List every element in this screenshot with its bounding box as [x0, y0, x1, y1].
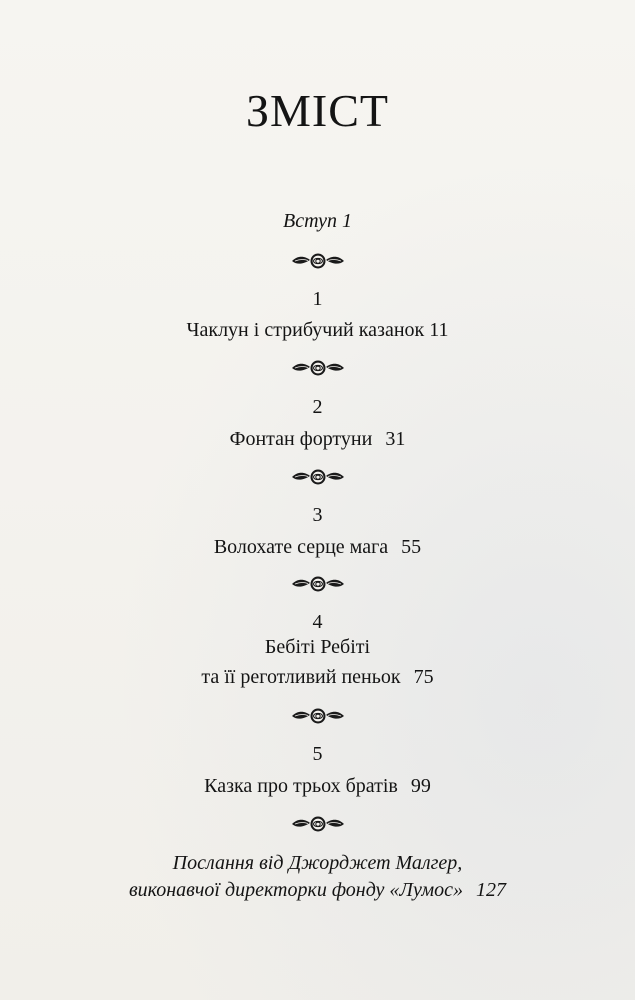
chapter-4-number: 4: [312, 611, 323, 633]
chapter-3-number: 3: [312, 504, 323, 526]
afterword-page: 127: [476, 879, 506, 901]
floral-ornament-icon: [291, 707, 345, 725]
afterword-entry: [0, 880, 635, 900]
chapter-5-entry: [0, 776, 635, 796]
chapter-2-entry: [0, 429, 635, 449]
chapter-4-page: 75: [413, 666, 434, 688]
afterword-line1: Послання від Джорджет Малгер,: [172, 852, 463, 874]
chapter-5-number: 5: [312, 743, 323, 765]
floral-ornament-icon: [291, 359, 345, 377]
floral-ornament-icon: [291, 575, 345, 593]
chapter-2-page: 31: [385, 428, 406, 450]
floral-ornament-icon: [291, 252, 345, 270]
chapter-1-title: Чаклун і стрибучий казанок: [186, 319, 425, 341]
chapter-1-number: 1: [312, 288, 323, 310]
chapter-3-entry: [0, 537, 635, 557]
chapter-1-page: 11: [429, 319, 449, 341]
page-title: ЗМІСТ: [245, 85, 390, 136]
chapter-4-title-line1: Бебіті Ребіті: [264, 636, 371, 658]
intro-page: 1: [341, 210, 352, 232]
chapter-3-title: Волохате серце мага: [213, 536, 389, 558]
floral-ornament-icon: [291, 815, 345, 833]
chapter-2-title: Фонтан фортуни: [229, 428, 373, 450]
chapter-4-entry: [0, 667, 635, 687]
chapter-1-entry: [0, 320, 635, 340]
chapter-2-number: 2: [312, 396, 323, 418]
intro-entry: [0, 211, 635, 231]
intro-label: Вступ: [283, 210, 337, 232]
chapter-5-title: Казка про трьох братів: [204, 775, 398, 797]
afterword-line2: виконавчої директорки фонду «Лумос»: [128, 879, 463, 901]
chapter-5-page: 99: [410, 775, 431, 797]
chapter-4-title-line2: та її реготливий пеньок: [201, 666, 401, 688]
floral-ornament-icon: [291, 468, 345, 486]
chapter-3-page: 55: [401, 536, 422, 558]
